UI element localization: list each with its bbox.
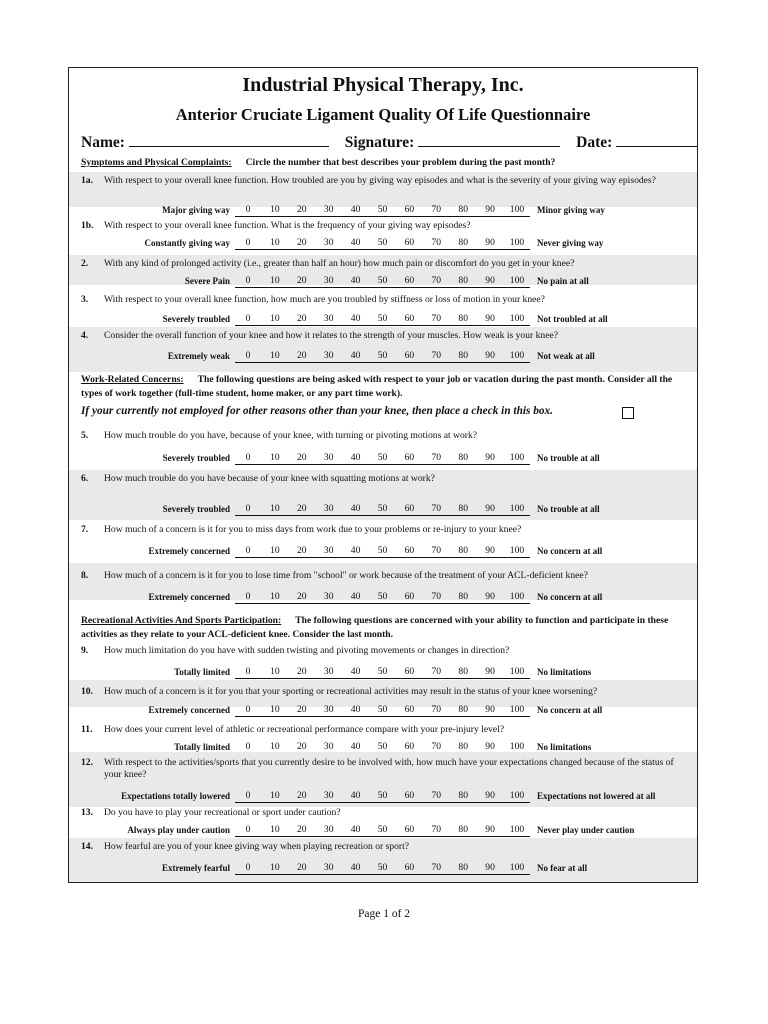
- scale-option[interactable]: 90: [485, 704, 495, 715]
- scale-option[interactable]: 90: [485, 545, 495, 556]
- scale-right-label: Minor giving way: [537, 205, 605, 215]
- scale-right-label: No trouble at all: [537, 453, 600, 463]
- scale-left-label: Severely troubled: [162, 314, 230, 324]
- scale-left-label: Severely troubled: [162, 504, 230, 514]
- scale-option[interactable]: 40: [350, 275, 361, 286]
- scale-left-label: Totally limited: [174, 667, 230, 677]
- scale-option[interactable]: 60: [404, 545, 415, 556]
- scale-left-label: Extremely concerned: [148, 705, 230, 715]
- scale-option[interactable]: 80: [458, 790, 468, 801]
- scale-option[interactable]: 0: [245, 666, 251, 677]
- scale-option[interactable]: 80: [458, 704, 468, 715]
- scale-option[interactable]: 90: [485, 503, 495, 514]
- scale-left-label: Severely troubled: [162, 453, 230, 463]
- question-number: 6.: [81, 473, 89, 484]
- question-number: 2.: [81, 258, 89, 269]
- question-number: 14.: [81, 841, 93, 852]
- rating-scale: [235, 591, 530, 604]
- question-number: 5.: [81, 430, 89, 441]
- scale-option[interactable]: 10: [270, 790, 280, 801]
- scale-option[interactable]: 70: [431, 790, 442, 801]
- scale-option[interactable]: 90: [485, 204, 495, 215]
- scale-left-label: Extremely concerned: [148, 546, 230, 556]
- scale-option[interactable]: 20: [297, 741, 307, 752]
- scale-option[interactable]: 100: [509, 204, 525, 215]
- symptoms-section-header: [81, 156, 687, 170]
- scale-option[interactable]: 80: [458, 452, 468, 463]
- scale-option[interactable]: 10: [270, 275, 280, 286]
- scale-option[interactable]: 0: [245, 350, 251, 361]
- scale-left-label: Expectations totally lowered: [121, 791, 230, 801]
- work-section-header: [81, 373, 687, 400]
- question-number: 1a.: [81, 175, 93, 186]
- scale-option[interactable]: 50: [377, 790, 388, 801]
- scale-option[interactable]: 20: [297, 275, 307, 286]
- scale-option[interactable]: 100: [509, 452, 525, 463]
- scale-option[interactable]: 70: [431, 350, 442, 361]
- rating-scale: [235, 204, 530, 217]
- scale-option[interactable]: 70: [431, 824, 442, 835]
- header-fields: [81, 134, 698, 152]
- scale-option[interactable]: 10: [270, 862, 280, 873]
- scale-option[interactable]: 40: [350, 350, 361, 361]
- scale-option[interactable]: 60: [404, 452, 415, 463]
- scale-option[interactable]: 60: [404, 204, 415, 215]
- scale-left-label: Severe Pain: [184, 276, 230, 286]
- scale-option[interactable]: 90: [485, 741, 495, 752]
- questionnaire-form: [68, 67, 698, 883]
- scale-option[interactable]: 40: [350, 704, 361, 715]
- scale-right-label: No concern at all: [537, 592, 603, 602]
- question-number: 3.: [81, 294, 89, 305]
- scale-option[interactable]: 0: [245, 862, 251, 873]
- scale-option[interactable]: 50: [377, 741, 388, 752]
- scale-option[interactable]: 40: [350, 591, 361, 602]
- scale-option[interactable]: 80: [458, 237, 468, 248]
- scale-option[interactable]: 30: [323, 862, 334, 873]
- scale-option[interactable]: 30: [323, 704, 334, 715]
- recreation-instruction: The following questions are concerned with your ability to function and participate in these activities as they relate to your ACL-deficient knee. Consider the last month.: [81, 615, 669, 640]
- scale-option[interactable]: 80: [458, 204, 468, 215]
- scale-option[interactable]: 50: [377, 204, 388, 215]
- scale-option[interactable]: 80: [458, 666, 468, 677]
- scale-option[interactable]: 40: [350, 545, 361, 556]
- scale-option[interactable]: 40: [350, 666, 361, 677]
- scale-option[interactable]: 30: [323, 666, 334, 677]
- scale-option[interactable]: 30: [323, 790, 334, 801]
- scale-option[interactable]: 80: [458, 824, 468, 835]
- rating-scale: [235, 237, 530, 250]
- date-label: Date:: [576, 134, 613, 151]
- scale-option[interactable]: 50: [377, 591, 388, 602]
- scale-option[interactable]: 60: [404, 591, 415, 602]
- scale-option[interactable]: 10: [270, 741, 280, 752]
- scale-left-label: Constantly giving way: [144, 238, 230, 248]
- scale-option[interactable]: 30: [323, 824, 334, 835]
- scale-option[interactable]: 60: [404, 237, 415, 248]
- scale-option[interactable]: 20: [297, 666, 307, 677]
- scale-option[interactable]: 10: [270, 313, 280, 324]
- scale-option[interactable]: 40: [350, 313, 361, 324]
- scale-left-label: Totally limited: [174, 742, 230, 752]
- not-employed-checkbox[interactable]: [622, 407, 634, 419]
- question-number: 4.: [81, 330, 89, 341]
- scale-option[interactable]: 20: [297, 790, 307, 801]
- work-title: Work-Related Concerns:: [81, 374, 184, 385]
- scale-option[interactable]: 70: [431, 862, 442, 873]
- rating-scale: [235, 790, 530, 803]
- scale-option[interactable]: 80: [458, 862, 468, 873]
- scale-option[interactable]: 100: [509, 666, 525, 677]
- scale-option[interactable]: 60: [404, 666, 415, 677]
- scale-option[interactable]: 10: [270, 824, 280, 835]
- scale-option[interactable]: 40: [350, 204, 361, 215]
- scale-option[interactable]: 50: [377, 666, 388, 677]
- scale-option[interactable]: 0: [245, 741, 251, 752]
- signature-field[interactable]: [418, 134, 560, 147]
- scale-option[interactable]: 40: [350, 790, 361, 801]
- scale-option[interactable]: 50: [377, 275, 388, 286]
- scale-option[interactable]: 50: [377, 313, 388, 324]
- scale-option[interactable]: 100: [509, 824, 525, 835]
- scale-option[interactable]: 10: [270, 591, 280, 602]
- scale-option[interactable]: 10: [270, 350, 280, 361]
- rating-scale: [235, 666, 530, 679]
- scale-option[interactable]: 60: [404, 313, 415, 324]
- scale-option[interactable]: 0: [245, 237, 251, 248]
- scale-option[interactable]: 50: [377, 503, 388, 514]
- question-text: With any kind of prolonged activity (i.e., greater than half an hour) how much pain or discomfort do you get in your knee?: [104, 258, 575, 269]
- not-employed-note: If your currently not employed for other reasons other than your knee, then place a check in this box.: [81, 405, 553, 417]
- scale-option[interactable]: 20: [297, 313, 307, 324]
- scale-option[interactable]: 90: [485, 350, 495, 361]
- scale-option[interactable]: 40: [350, 452, 361, 463]
- question-text: How much trouble do you have because of your knee with squatting motions at work?: [104, 473, 435, 484]
- recreation-title: Recreational Activities And Sports Participation:: [81, 615, 282, 626]
- scale-left-label: Always play under caution: [127, 825, 230, 835]
- scale-option[interactable]: 50: [377, 704, 388, 715]
- scale-option[interactable]: 50: [377, 824, 388, 835]
- scale-right-label: No trouble at all: [537, 504, 600, 514]
- scale-option[interactable]: 70: [431, 313, 442, 324]
- question-text: How much of a concern is it for you that your sporting or recreational activities may result in the status of your knee worsening?: [104, 686, 598, 697]
- scale-option[interactable]: 100: [509, 313, 525, 324]
- scale-option[interactable]: 10: [270, 237, 280, 248]
- scale-option[interactable]: 30: [323, 275, 334, 286]
- scale-option[interactable]: 10: [270, 503, 280, 514]
- question-text: How much of a concern is it for you to lose time from "school" or work because of the treatment of your ACL-deficient knee?: [104, 570, 588, 581]
- scale-option[interactable]: 90: [485, 666, 495, 677]
- scale-option[interactable]: 10: [270, 704, 280, 715]
- scale-option[interactable]: 60: [404, 790, 415, 801]
- scale-option[interactable]: 0: [245, 824, 251, 835]
- scale-right-label: Expectations not lowered at all: [537, 791, 656, 801]
- question-text: With respect to your overall knee function, how much are you troubled by stiffness or loss of motion in your knee?: [104, 294, 545, 305]
- name-label: Name:: [81, 134, 125, 151]
- scale-option[interactable]: 30: [323, 591, 334, 602]
- scale-option[interactable]: 40: [350, 741, 361, 752]
- scale-option[interactable]: 30: [323, 503, 334, 514]
- scale-option[interactable]: 90: [485, 275, 495, 286]
- question-text: Consider the overall function of your knee and how it relates to the strength of your muscles. How weak is your knee?: [104, 330, 558, 341]
- scale-option[interactable]: 20: [297, 704, 307, 715]
- scale-right-label: No limitations: [537, 667, 592, 677]
- scale-option[interactable]: 30: [323, 545, 334, 556]
- scale-option[interactable]: 100: [509, 862, 525, 873]
- scale-option[interactable]: 40: [350, 862, 361, 873]
- company-name: Industrial Physical Therapy, Inc.: [242, 74, 524, 96]
- scale-option[interactable]: 100: [509, 704, 525, 715]
- scale-option[interactable]: 0: [245, 704, 251, 715]
- scale-option[interactable]: 20: [297, 204, 307, 215]
- scale-option[interactable]: 70: [431, 545, 442, 556]
- scale-option[interactable]: 0: [245, 503, 251, 514]
- symptoms-title: Symptoms and Physical Complaints:: [81, 157, 232, 168]
- scale-left-label: Extremely fearful: [161, 863, 230, 873]
- scale-option[interactable]: 10: [270, 545, 280, 556]
- scale-option[interactable]: 20: [297, 862, 307, 873]
- question-number: 7.: [81, 524, 89, 535]
- scale-option[interactable]: 70: [431, 591, 442, 602]
- rating-scale: [235, 862, 530, 875]
- scale-option[interactable]: 60: [404, 824, 415, 835]
- question-number: 9.: [81, 645, 89, 656]
- scale-right-label: No concern at all: [537, 546, 603, 556]
- rating-scale: [235, 275, 530, 288]
- scale-option[interactable]: 10: [270, 452, 280, 463]
- scale-option[interactable]: 100: [509, 545, 525, 556]
- scale-option[interactable]: 0: [245, 790, 251, 801]
- scale-option[interactable]: 0: [245, 275, 251, 286]
- scale-option[interactable]: 80: [458, 591, 468, 602]
- symptoms-instruction: Circle the number that best describes your problem during the past month?: [245, 157, 556, 168]
- scale-option[interactable]: 30: [323, 350, 334, 361]
- scale-option[interactable]: 60: [404, 741, 415, 752]
- scale-option[interactable]: 30: [323, 313, 334, 324]
- scale-option[interactable]: 50: [377, 862, 388, 873]
- scale-option[interactable]: 20: [297, 350, 307, 361]
- scale-option[interactable]: 10: [270, 204, 280, 215]
- scale-option[interactable]: 50: [377, 350, 388, 361]
- rating-scale: [235, 452, 530, 465]
- scale-right-label: Never giving way: [537, 238, 604, 248]
- scale-option[interactable]: 80: [458, 350, 468, 361]
- rating-scale: [235, 704, 530, 717]
- name-field[interactable]: [129, 134, 329, 147]
- question-text: How does your current level of athletic or recreational performance compare with your pre-injury level?: [104, 724, 505, 735]
- question-number: 1b.: [81, 220, 94, 231]
- scale-option[interactable]: 90: [485, 313, 495, 324]
- scale-right-label: Never play under caution: [537, 825, 635, 835]
- question-text: With respect to your overall knee function. How troubled are you by giving way episodes and what is the severity of your giving way episodes?: [104, 175, 656, 186]
- scale-option[interactable]: 70: [431, 237, 442, 248]
- scale-left-label: Extremely concerned: [148, 592, 230, 602]
- scale-option[interactable]: 80: [458, 275, 468, 286]
- scale-option[interactable]: 70: [431, 503, 442, 514]
- scale-option[interactable]: 50: [377, 452, 388, 463]
- question-number: 8.: [81, 570, 89, 581]
- scale-option[interactable]: 50: [377, 237, 388, 248]
- scale-option[interactable]: 20: [297, 545, 307, 556]
- question-number: 13.: [81, 807, 93, 818]
- scale-option[interactable]: 40: [350, 824, 361, 835]
- scale-option[interactable]: 50: [377, 545, 388, 556]
- scale-option[interactable]: 60: [404, 704, 415, 715]
- rating-scale: [235, 824, 530, 837]
- scale-option[interactable]: 30: [323, 741, 334, 752]
- scale-option[interactable]: 100: [509, 503, 525, 514]
- scale-option[interactable]: 100: [509, 790, 525, 801]
- scale-option[interactable]: 90: [485, 452, 495, 463]
- scale-right-label: Not troubled at all: [537, 314, 608, 324]
- question-text: How much limitation do you have with sudden twisting and pivoting movements or changes in direction?: [104, 645, 510, 656]
- scale-option[interactable]: 10: [270, 666, 280, 677]
- scale-option[interactable]: 70: [431, 666, 442, 677]
- question-number: 12.: [81, 757, 93, 768]
- scale-option[interactable]: 60: [404, 503, 415, 514]
- scale-option[interactable]: 80: [458, 545, 468, 556]
- scale-option[interactable]: 0: [245, 545, 251, 556]
- scale-right-label: No fear at all: [537, 863, 588, 873]
- scale-option[interactable]: 20: [297, 503, 307, 514]
- scale-option[interactable]: 80: [458, 503, 468, 514]
- scale-option[interactable]: 60: [404, 275, 415, 286]
- question-number: 11.: [81, 724, 93, 735]
- scale-right-label: Not weak at all: [537, 351, 595, 361]
- scale-option[interactable]: 0: [245, 591, 251, 602]
- scale-option[interactable]: 100: [509, 741, 525, 752]
- question-text: With respect to the activities/sports that you currently desire to be involved with, how much have your expectations changed because of the status of your knee?: [104, 757, 674, 780]
- scale-left-label: Major giving way: [162, 205, 230, 215]
- scale-option[interactable]: 80: [458, 313, 468, 324]
- scale-option[interactable]: 30: [323, 452, 334, 463]
- question-text: How much trouble do you have, because of your knee, with turning or pivoting motions at work?: [104, 430, 478, 441]
- scale-right-label: No limitations: [537, 742, 592, 752]
- scale-option[interactable]: 100: [509, 350, 525, 361]
- scale-option[interactable]: 30: [323, 204, 334, 215]
- signature-label: Signature:: [344, 134, 415, 151]
- scale-option[interactable]: 60: [404, 350, 415, 361]
- scale-option[interactable]: 90: [485, 237, 495, 248]
- rating-scale: [235, 503, 530, 516]
- question-text: How much of a concern is it for you to miss days from work due to your problems or re-injury to your knee?: [104, 524, 522, 535]
- scale-option[interactable]: 20: [297, 237, 307, 248]
- question-text: Do you have to play your recreational or sport under caution?: [104, 807, 341, 818]
- scale-option[interactable]: 90: [485, 591, 495, 602]
- scale-option[interactable]: 70: [431, 204, 442, 215]
- scale-option[interactable]: 90: [485, 824, 495, 835]
- scale-option[interactable]: 40: [350, 503, 361, 514]
- date-field[interactable]: [616, 134, 698, 147]
- page-number: Page 1 of 2: [357, 908, 411, 920]
- rating-scale: [235, 313, 530, 326]
- scale-option[interactable]: 70: [431, 452, 442, 463]
- scale-option[interactable]: 30: [323, 237, 334, 248]
- recreation-section-header: [81, 614, 687, 641]
- scale-option[interactable]: 0: [245, 204, 251, 215]
- question-number: 10.: [81, 686, 93, 697]
- scale-option[interactable]: 90: [485, 862, 495, 873]
- scale-option[interactable]: 40: [350, 237, 361, 248]
- work-instruction: The following questions are being asked with respect to your job or vacation during the past month. Consider all the types of work together (full-time student, home maker, or any part time work).: [81, 374, 673, 399]
- rating-scale: [235, 545, 530, 558]
- scale-right-label: No pain at all: [537, 276, 589, 286]
- scale-option[interactable]: 70: [431, 275, 442, 286]
- scale-option[interactable]: 100: [509, 275, 525, 286]
- scale-option[interactable]: 0: [245, 452, 251, 463]
- scale-option[interactable]: 0: [245, 313, 251, 324]
- scale-left-label: Extremely weak: [167, 351, 230, 361]
- question-text: With respect to your overall knee function. What is the frequency of your giving way episodes?: [104, 220, 471, 231]
- form-title: Anterior Cruciate Ligament Quality Of Life Questionnaire: [175, 105, 591, 124]
- scale-option[interactable]: 90: [485, 790, 495, 801]
- rating-scale: [235, 350, 530, 363]
- scale-option[interactable]: 60: [404, 862, 415, 873]
- scale-option[interactable]: 100: [509, 591, 525, 602]
- scale-right-label: No concern at all: [537, 705, 603, 715]
- scale-option[interactable]: 20: [297, 452, 307, 463]
- scale-option[interactable]: 20: [297, 591, 307, 602]
- scale-option[interactable]: 20: [297, 824, 307, 835]
- scale-option[interactable]: 70: [431, 741, 442, 752]
- question-text: How fearful are you of your knee giving way when playing recreation or sport?: [104, 841, 410, 852]
- scale-option[interactable]: 100: [509, 237, 525, 248]
- scale-option[interactable]: 70: [431, 704, 442, 715]
- scale-option[interactable]: 80: [458, 741, 468, 752]
